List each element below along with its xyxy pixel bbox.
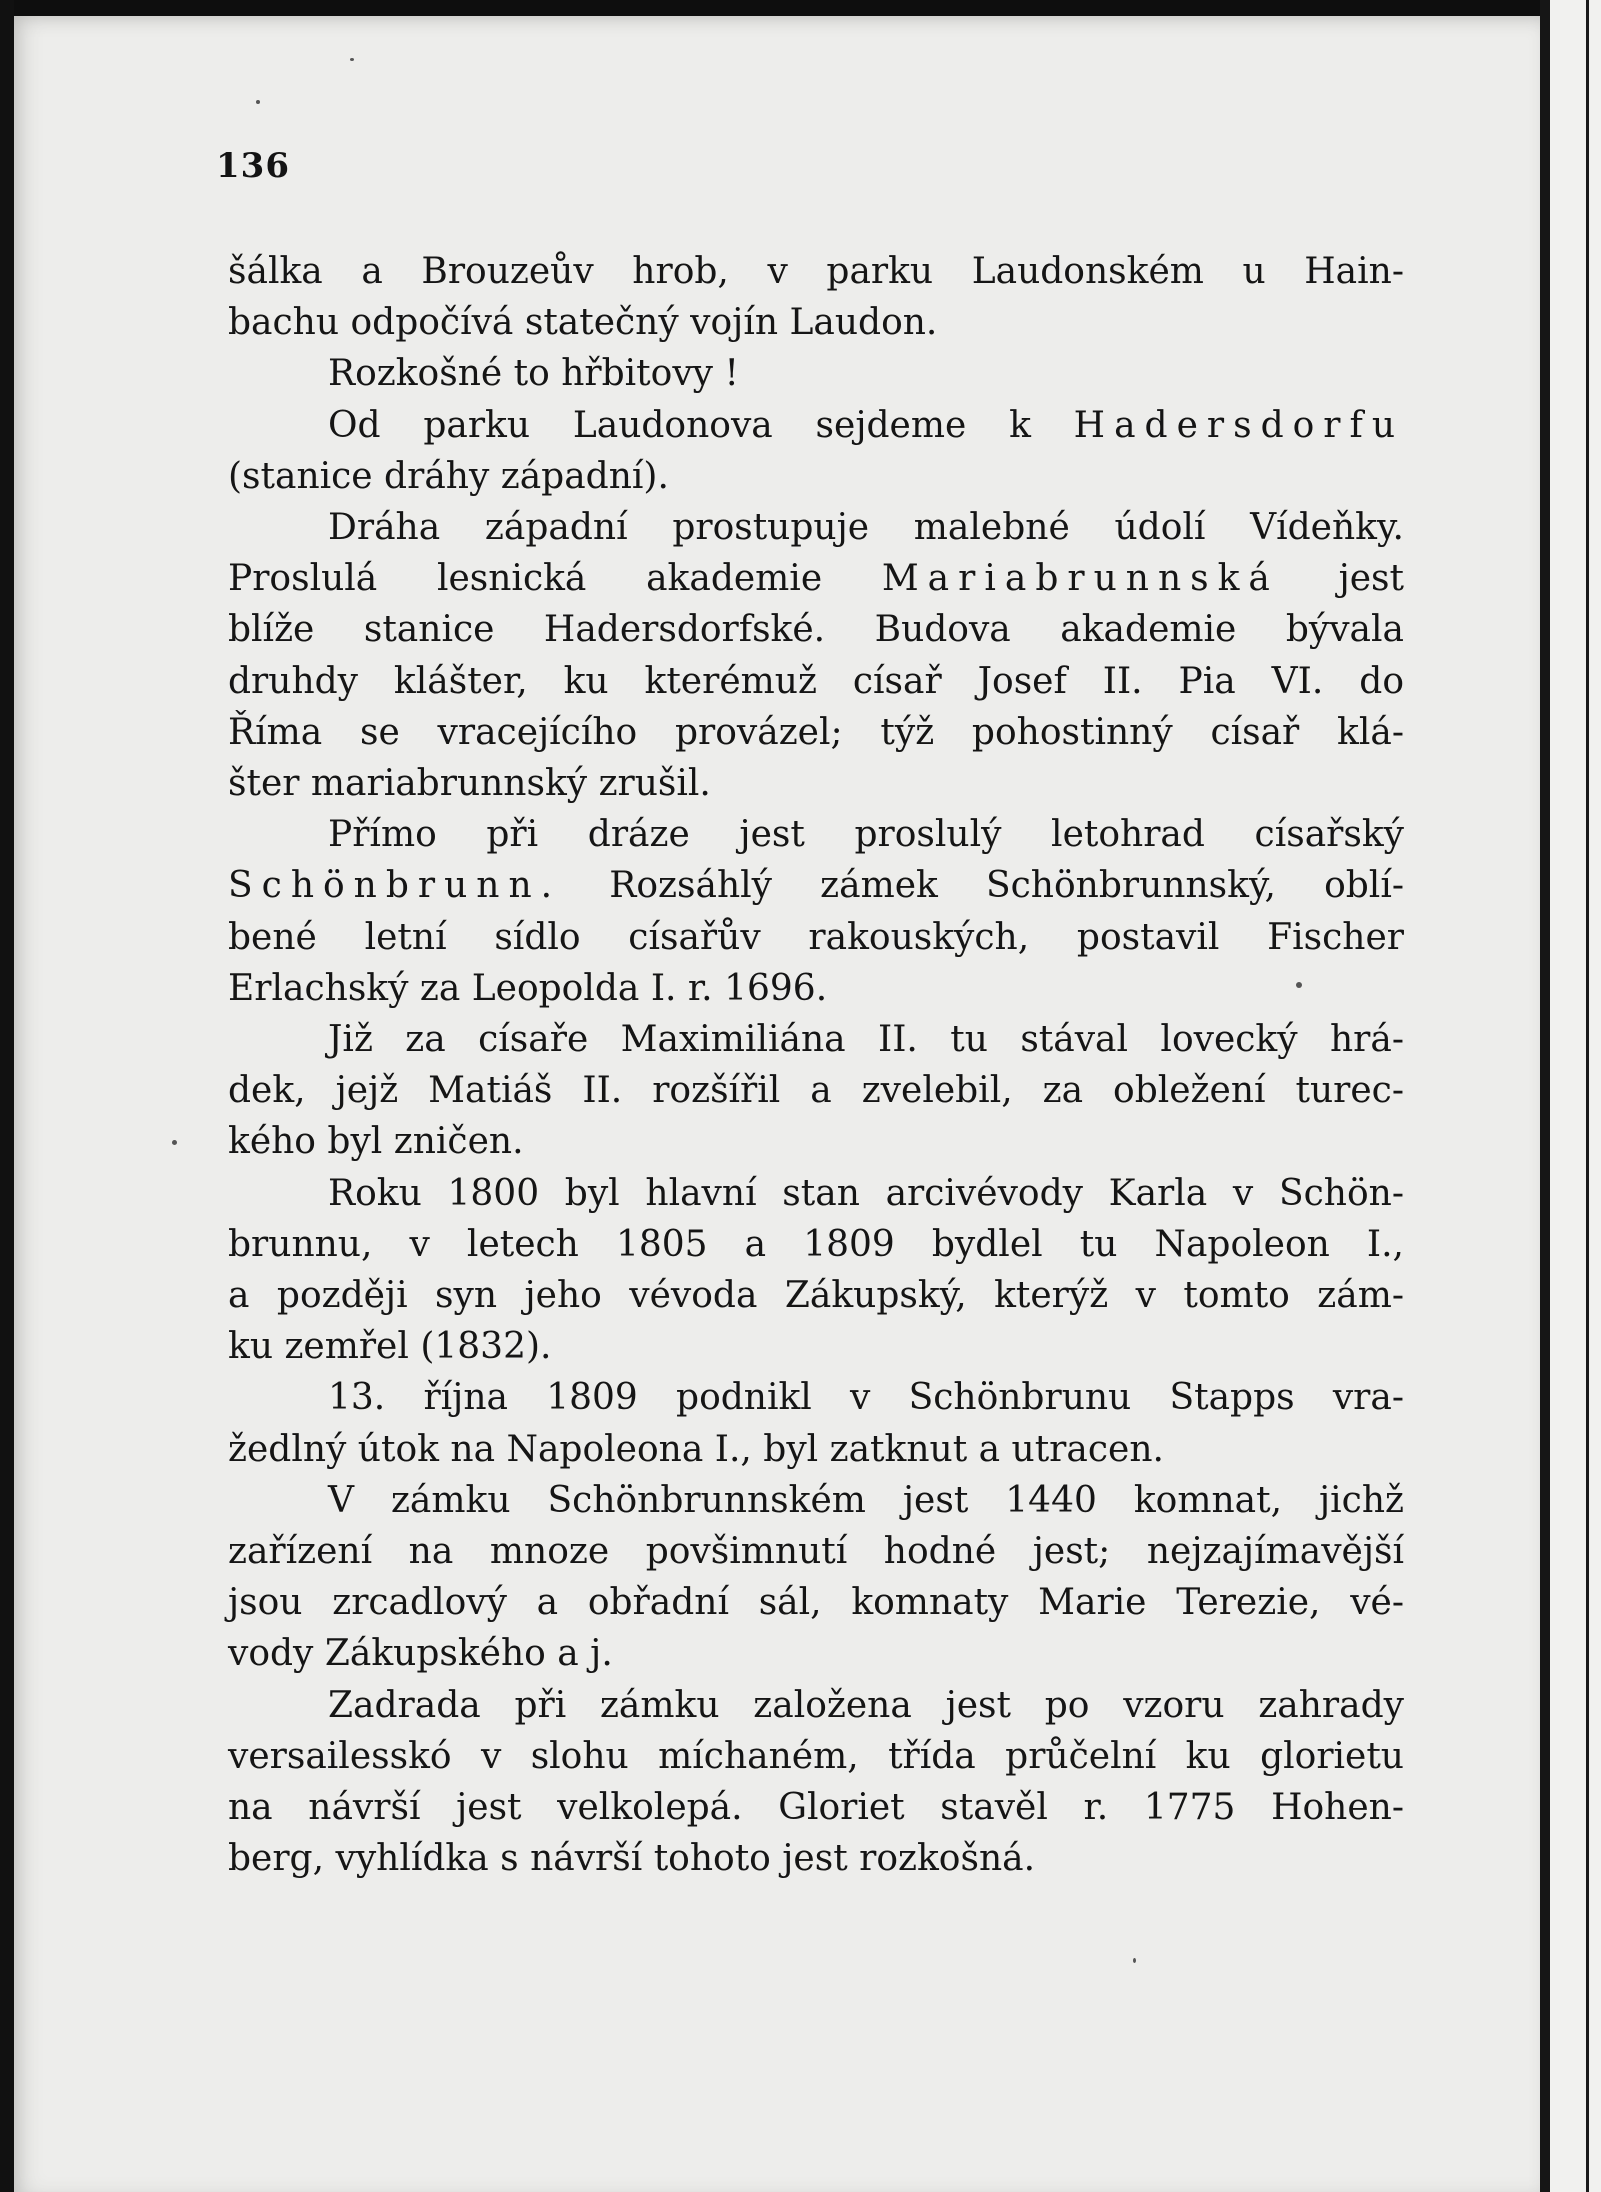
- text-line: bené letní sídlo císařův rakouských, postavil Fischer: [228, 916, 1404, 958]
- text-line: Říma se vracejícího provázel; týž pohostinný císař klá-: [228, 711, 1404, 753]
- text-line: Již za císaře Maximiliána II. tu stával lovecký hrá-: [328, 1019, 1404, 1061]
- text-line: Erlachský za Leopolda I. r. 1696.: [228, 967, 828, 1009]
- text-line: a později syn jeho vévoda Zákupský, kterýž v tomto zám-: [228, 1275, 1404, 1317]
- text-line: Přímo při dráze jest proslulý letohrad císařský: [328, 814, 1404, 856]
- text-line: bachu odpočívá statečný vojín Laudon.: [228, 302, 938, 344]
- text-line: žedlný útok na Napoleona I., byl zatknut a utracen.: [228, 1428, 1164, 1470]
- text-line: blíže stanice Hadersdorfské. Budova akademie bývala: [228, 609, 1404, 651]
- text-line: dek, jejž Matiáš II. rozšířil a zvelebil, za obležení turec-: [228, 1070, 1404, 1112]
- text-line: (stanice dráhy západní).: [228, 455, 669, 497]
- text-line: [228, 860, 1404, 911]
- text-run: Od parku Laudonova sejdeme k: [328, 404, 1074, 446]
- page-body-text: [228, 246, 1404, 1885]
- scan-border-left: [0, 0, 14, 2192]
- text-line: [228, 553, 1404, 604]
- facing-page-rule: [1586, 0, 1589, 2192]
- text-line: vody Zákupského a j.: [228, 1633, 613, 1675]
- facing-page-edge: [1550, 0, 1601, 2192]
- dust-speck: [1133, 1958, 1136, 1963]
- text-line: V zámku Schönbrunnském jest 1440 komnat, jichž: [328, 1479, 1404, 1521]
- text-line: zařízení na mnoze povšimnutí hodné jest; nejzajímavější: [228, 1531, 1404, 1573]
- dust-speck: [350, 58, 354, 61]
- text-line: brunnu, v letech 1805 a 1809 bydlel tu Napoleon I.,: [228, 1223, 1404, 1265]
- spaced-place-name: Hadersdorfu: [1073, 404, 1404, 446]
- text-line: 13. října 1809 podnikl v Schönbrunu Stapps vra-: [328, 1377, 1404, 1419]
- spaced-place-name: Schönbrunn.: [228, 865, 562, 907]
- text-line: versailesskó v slohu míchaném, třída průčelní ku glorietu: [228, 1735, 1404, 1777]
- dust-speck: [256, 100, 260, 104]
- text-line: šter mariabrunnský zrušil.: [228, 763, 711, 805]
- text-line: ku zemřel (1832).: [228, 1326, 552, 1368]
- spaced-place-name: Mariabrunnská: [881, 558, 1279, 600]
- text-line: Dráha západní prostupuje malebné údolí Vídeňky.: [328, 507, 1404, 549]
- text-line: Zadrada při zámku založena jest po vzoru zahrady: [328, 1684, 1404, 1726]
- page-number: 136: [216, 146, 290, 186]
- text-line: na návrší jest velkolepá. Gloriet stavěl r. 1775 Hohen-: [228, 1787, 1404, 1829]
- text-line: kého byl zničen.: [228, 1121, 524, 1163]
- text-run: Rozsáhlý zámek Schönbrunnský, oblí-: [561, 865, 1404, 907]
- text-line: jsou zrcadlový a obřadní sál, komnaty Marie Terezie, vé-: [228, 1582, 1404, 1624]
- text-line: Rozkošné to hřbitovy !: [328, 353, 739, 395]
- text-line: druhdy klášter, ku kterémuž císař Josef II. Pia VI. do: [228, 660, 1404, 702]
- text-run: Proslulá lesnická akademie: [228, 558, 882, 600]
- page-gutter: [1540, 0, 1550, 2192]
- dust-speck: [172, 1140, 177, 1145]
- text-run: jest: [1278, 558, 1404, 600]
- text-line: Roku 1800 byl hlavní stan arcivévody Karla v Schön-: [328, 1172, 1404, 1214]
- text-line: šálka a Brouzeův hrob, v parku Laudonském u Hain-: [228, 251, 1404, 292]
- text-line: berg, vyhlídka s návrší tohoto jest rozkošná.: [228, 1838, 1036, 1880]
- text-line: [228, 400, 1404, 451]
